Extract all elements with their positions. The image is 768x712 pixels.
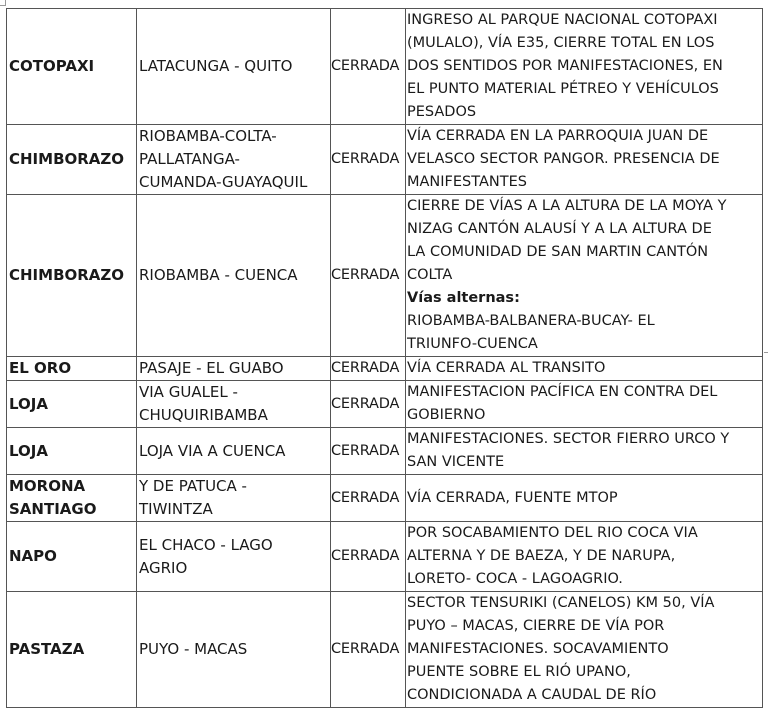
route-cell-line: CUMANDA-GUAYAQUIL: [139, 173, 308, 191]
table-row: [7, 475, 763, 522]
details-cell-line: PUYO – MACAS, CIERRE DE VÍA POR: [407, 618, 665, 634]
status-cell: [331, 9, 406, 125]
details-cell: [406, 9, 763, 125]
details-cell-line: CONDICIONADA A CAUDAL DE RÍO: [407, 687, 657, 703]
alternate-routes-line: TRIUNFO-CUENCA: [407, 336, 538, 352]
status-cell-line: CERRADA: [331, 267, 400, 283]
province-cell-line: MORONA: [9, 477, 86, 495]
province-cell: [7, 9, 137, 125]
status-cell-line: CERRADA: [331, 395, 400, 412]
province-cell-line: CHIMBORAZO: [9, 266, 125, 284]
route-cell-line: PUYO - MACAS: [139, 640, 248, 658]
details-cell-line: SAN VICENTE: [407, 454, 505, 470]
table-row: [7, 522, 763, 592]
province-cell-line: PASTAZA: [9, 640, 85, 658]
details-cell: [406, 428, 763, 475]
status-cell: [331, 428, 406, 475]
province-cell: [7, 381, 137, 428]
details-cell-line: CIERRE DE VÍAS A LA ALTURA DE LA MOYA Y: [407, 198, 727, 214]
province-cell-line: SANTIAGO: [9, 500, 97, 518]
status-cell-line: CERRADA: [331, 641, 400, 657]
status-cell: [331, 592, 406, 708]
details-cell-line: ALTERNA Y DE BAEZA, Y DE NARUPA,: [407, 548, 676, 564]
province-cell-line: LOJA: [9, 394, 48, 413]
status-cell: [331, 381, 406, 428]
details-cell-line: EL PUNTO MATERIAL PÉTREO Y VEHÍCULOS: [407, 81, 719, 97]
route-cell: [137, 125, 331, 195]
road-status-table: [6, 8, 763, 708]
status-cell: [331, 125, 406, 195]
details-cell-line: SECTOR TENSURIKI (CANELOS) KM 50, VÍA: [407, 595, 715, 611]
table-row: [7, 381, 763, 428]
status-cell: [331, 195, 406, 357]
status-cell-line: CERRADA: [331, 151, 400, 167]
details-cell-line: MANIFESTACIONES. SOCAVAMIENTO: [407, 641, 669, 657]
details-cell: [406, 195, 763, 357]
table-row: [7, 125, 763, 195]
details-cell-line: VÍA CERRADA EN LA PARROQUIA JUAN DE: [407, 128, 709, 144]
alternate-routes-line: RIOBAMBA-BALBANERA-BUCAY- EL: [407, 313, 655, 329]
details-cell: [406, 522, 763, 592]
details-cell-line: LA COMUNIDAD DE SAN MARTIN CANTÓN: [407, 244, 709, 260]
details-cell-line: PUENTE SOBRE EL RIÓ UPANO,: [407, 664, 631, 680]
route-cell: [137, 9, 331, 125]
details-cell-line: VÍA CERRADA AL TRANSITO: [407, 360, 606, 376]
route-cell-line: LATACUNGA - QUITO: [139, 57, 293, 75]
table-row: [7, 428, 763, 475]
route-cell: [137, 357, 331, 381]
details-cell-line: MANIFESTANTES: [407, 174, 527, 190]
details-cell-line: MANIFESTACIONES. SECTOR FIERRO URCO Y: [407, 431, 730, 447]
route-cell-line: VIA GUALEL -: [139, 383, 238, 401]
table-row: [7, 9, 763, 125]
province-cell: [7, 475, 137, 522]
details-cell-line: GOBIERNO: [407, 407, 486, 423]
route-cell-line: PASAJE - EL GUABO: [139, 359, 284, 377]
details-cell: [406, 125, 763, 195]
status-cell-line: CERRADA: [331, 58, 400, 74]
route-cell-line: AGRIO: [139, 558, 188, 577]
status-cell: [331, 357, 406, 381]
province-cell-line: EL ORO: [9, 359, 72, 377]
table-row: [7, 195, 763, 357]
status-cell-line: CERRADA: [331, 548, 400, 564]
route-cell: [137, 522, 331, 592]
province-cell-line: CHIMBORAZO: [9, 150, 125, 168]
details-cell-line: NIZAG CANTÓN ALAUSÍ Y A LA ALTURA DE: [407, 221, 712, 237]
route-cell: [137, 592, 331, 708]
margin-tick: [764, 352, 768, 353]
route-cell-line: TIWINTZA: [139, 500, 213, 518]
province-cell-line: NAPO: [9, 547, 57, 565]
details-cell-line: MANIFESTACION PACÍFICA EN CONTRA DEL: [407, 384, 718, 400]
status-cell: [331, 522, 406, 592]
table-row: [7, 592, 763, 708]
details-cell: [406, 592, 763, 708]
route-cell: [137, 475, 331, 522]
details-cell: [406, 475, 763, 522]
details-cell-line: VELASCO SECTOR PANGOR. PRESENCIA DE: [407, 151, 720, 167]
province-cell: [7, 125, 137, 195]
route-cell-line: EL CHACO - LAGO: [139, 535, 273, 554]
route-cell-line: PALLATANGA-: [139, 150, 240, 168]
route-cell: [137, 195, 331, 357]
status-cell-line: CERRADA: [331, 442, 400, 459]
province-cell: [7, 195, 137, 357]
details-cell-line: PESADOS: [407, 104, 477, 120]
province-cell: [7, 592, 137, 708]
table-body: [7, 9, 763, 708]
details-cell-line: LORETO- COCA - LAGOAGRIO.: [407, 571, 623, 587]
province-cell-line: LOJA: [9, 441, 48, 460]
province-cell: [7, 428, 137, 475]
details-cell-line: INGRESO AL PARQUE NACIONAL COTOPAXI: [407, 12, 718, 28]
province-cell-line: COTOPAXI: [9, 57, 95, 75]
details-cell-line: POR SOCABAMIENTO DEL RIO COCA VIA: [407, 525, 698, 541]
details-cell-line: (MULALO), VÍA E35, CIERRE TOTAL EN LOS: [407, 35, 715, 51]
province-cell: [7, 357, 137, 381]
details-cell-line: COLTA: [407, 267, 453, 283]
route-cell: [137, 428, 331, 475]
details-cell: [406, 357, 763, 381]
route-cell-line: Y DE PATUCA -: [139, 477, 247, 495]
route-cell: [137, 381, 331, 428]
route-cell-line: CHUQUIRIBAMBA: [139, 406, 268, 424]
status-cell-line: CERRADA: [331, 489, 400, 506]
status-cell: [331, 475, 406, 522]
route-cell-line: RIOBAMBA-COLTA-: [139, 127, 277, 145]
status-cell-line: CERRADA: [331, 360, 400, 376]
corner-mark: [0, 0, 6, 6]
province-cell: [7, 522, 137, 592]
details-cell-line: VÍA CERRADA, FUENTE MTOP: [407, 489, 618, 506]
table-row: [7, 357, 763, 381]
alternate-routes-label: Vías alternas:: [407, 290, 520, 306]
route-cell-line: LOJA VIA A CUENCA: [139, 441, 286, 460]
details-cell-line: DOS SENTIDOS POR MANIFESTACIONES, EN: [407, 58, 723, 74]
route-cell-line: RIOBAMBA - CUENCA: [139, 266, 298, 284]
details-cell: [406, 381, 763, 428]
